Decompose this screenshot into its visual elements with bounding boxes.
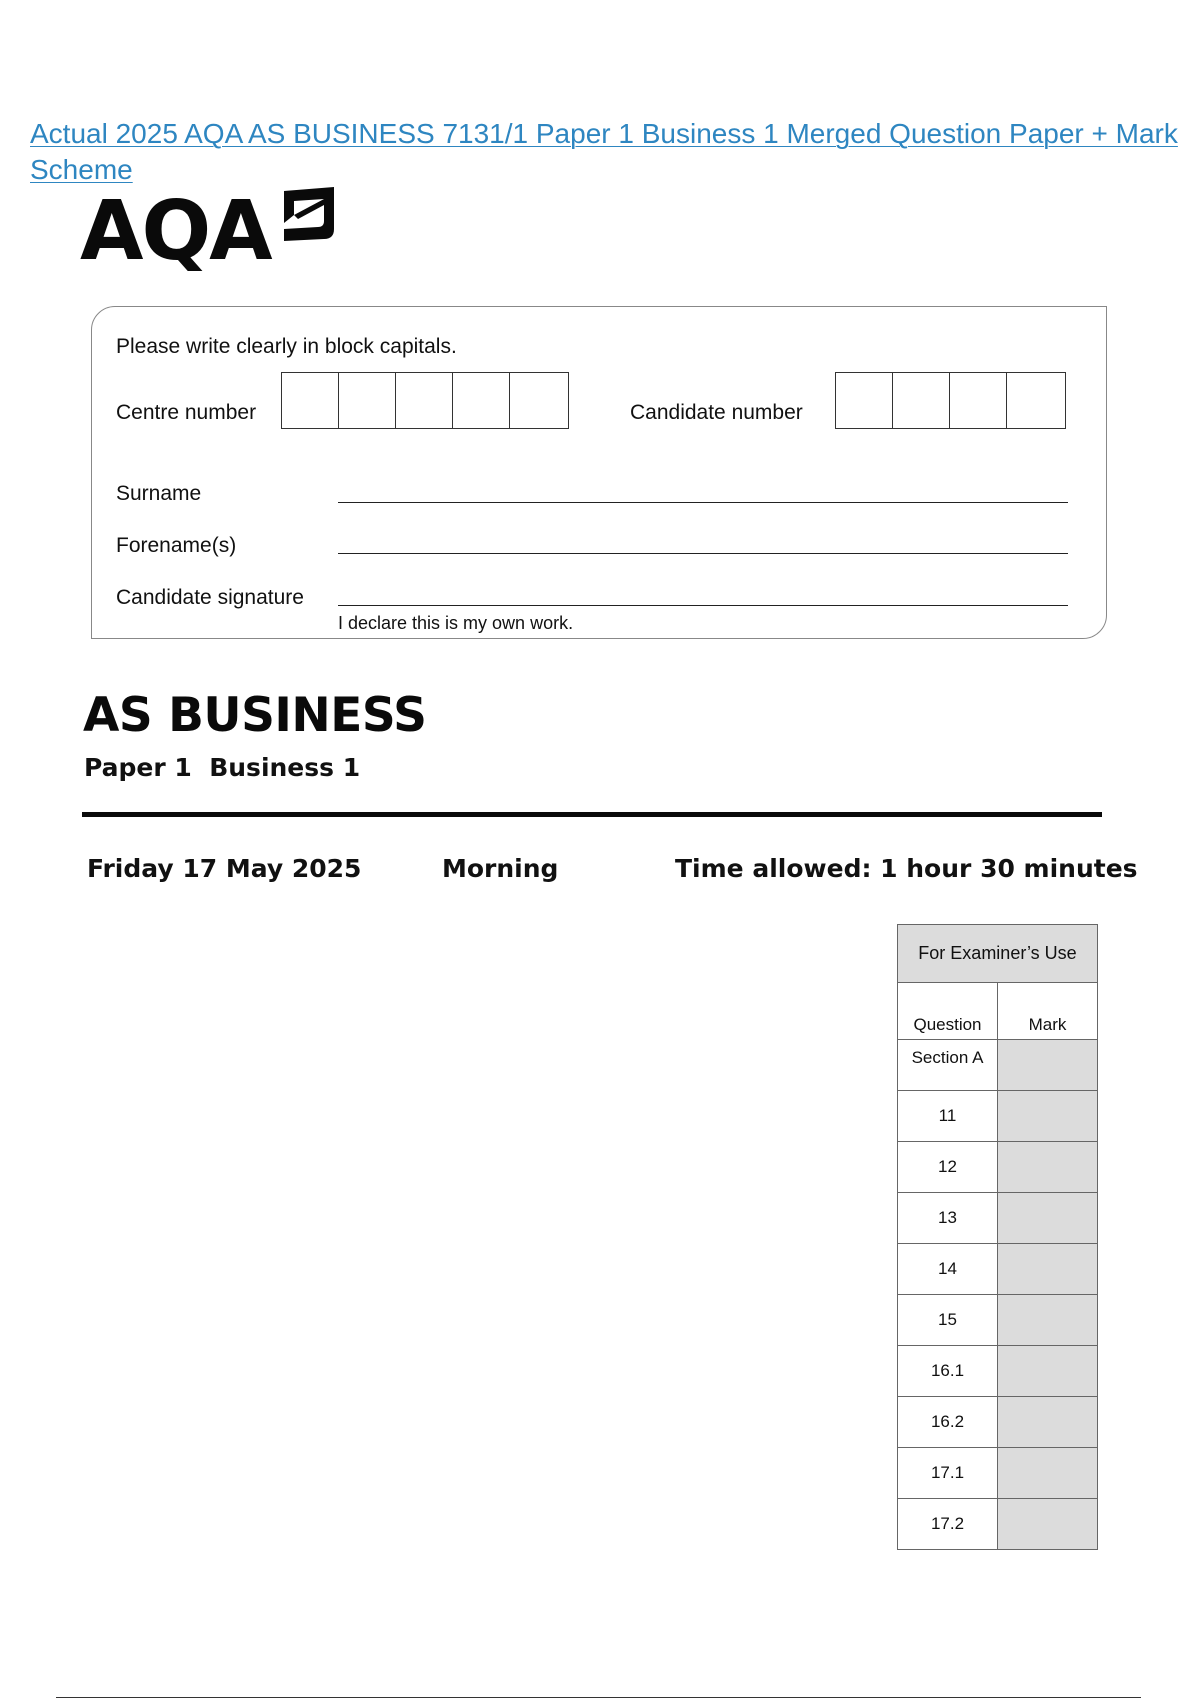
question-cell: 16.1	[898, 1346, 998, 1397]
question-column-header: Question	[898, 983, 998, 1040]
centre-number-digit-box[interactable]	[282, 373, 339, 428]
candidate-number-digit-box[interactable]	[893, 373, 950, 428]
table-row	[898, 1193, 1098, 1244]
centre-number-digit-box[interactable]	[510, 373, 567, 428]
mark-cell	[997, 1346, 1097, 1397]
paper-subtitle: Paper 1 Business 1	[84, 753, 361, 782]
table-row	[898, 1397, 1098, 1448]
surname-line[interactable]	[338, 502, 1068, 503]
table-row	[898, 1244, 1098, 1295]
mark-cell	[997, 1448, 1097, 1499]
centre-number-digit-box[interactable]	[339, 373, 396, 428]
mark-cell	[997, 1040, 1097, 1091]
mark-cell	[997, 1244, 1097, 1295]
question-cell: 17.2	[898, 1499, 998, 1550]
divider	[82, 812, 1102, 817]
question-cell: 15	[898, 1295, 998, 1346]
candidate-number-digit-box[interactable]	[950, 373, 1007, 428]
table-row	[898, 1448, 1098, 1499]
paper-title: AS BUSINESS	[83, 688, 427, 743]
examiner-use-header: For Examiner’s Use	[898, 925, 1098, 983]
mark-column-header: Mark	[997, 983, 1097, 1040]
centre-number-label: Centre number	[116, 401, 257, 424]
mark-cell	[997, 1295, 1097, 1346]
question-cell: 17.1	[898, 1448, 998, 1499]
forenames-line[interactable]	[338, 553, 1068, 554]
centre-number-digit-box[interactable]	[453, 373, 510, 428]
signature-label: Candidate signature	[116, 586, 304, 609]
examiner-use-table	[897, 924, 1098, 1550]
candidate-number-digit-box[interactable]	[1007, 373, 1064, 428]
forenames-label: Forename(s)	[116, 534, 237, 557]
candidate-details-box	[91, 306, 1107, 639]
candidate-number-boxes	[835, 372, 1066, 429]
page-bottom-rule	[56, 1697, 1141, 1698]
question-cell: 16.2	[898, 1397, 998, 1448]
table-row	[898, 1346, 1098, 1397]
aqa-logo-mark-icon	[280, 185, 338, 245]
question-cell: 13	[898, 1193, 998, 1244]
question-cell: 14	[898, 1244, 998, 1295]
centre-number-digit-box[interactable]	[396, 373, 453, 428]
declaration-text: I declare this is my own work.	[338, 613, 574, 633]
mark-cell	[997, 1397, 1097, 1448]
question-cell: Section A	[898, 1040, 998, 1091]
candidate-number-digit-box[interactable]	[836, 373, 893, 428]
table-row	[898, 1499, 1098, 1550]
time-allowed: Time allowed: 1 hour 30 minutes	[675, 854, 1138, 883]
table-row	[898, 1091, 1098, 1142]
document-title-link[interactable]: Actual 2025 AQA AS BUSINESS 7131/1 Paper 1 Business 1 Merged Question Paper + Mark Scheme	[30, 118, 1178, 185]
exam-session: Morning	[442, 854, 559, 883]
mark-cell	[997, 1193, 1097, 1244]
mark-cell	[997, 1091, 1097, 1142]
mark-cell	[997, 1142, 1097, 1193]
aqa-logo-text: AQA	[80, 184, 271, 279]
mark-cell	[997, 1499, 1097, 1550]
exam-date: Friday 17 May 2025	[87, 854, 362, 883]
surname-label: Surname	[116, 482, 202, 505]
question-cell: 12	[898, 1142, 998, 1193]
centre-number-boxes	[281, 372, 569, 429]
signature-line[interactable]	[338, 605, 1068, 606]
question-cell: 11	[898, 1091, 998, 1142]
candidate-number-label: Candidate number	[630, 401, 803, 424]
table-row	[898, 1040, 1098, 1091]
block-capitals-instruction: Please write clearly in block capitals.	[116, 335, 457, 358]
table-row	[898, 1142, 1098, 1193]
table-row	[898, 1295, 1098, 1346]
